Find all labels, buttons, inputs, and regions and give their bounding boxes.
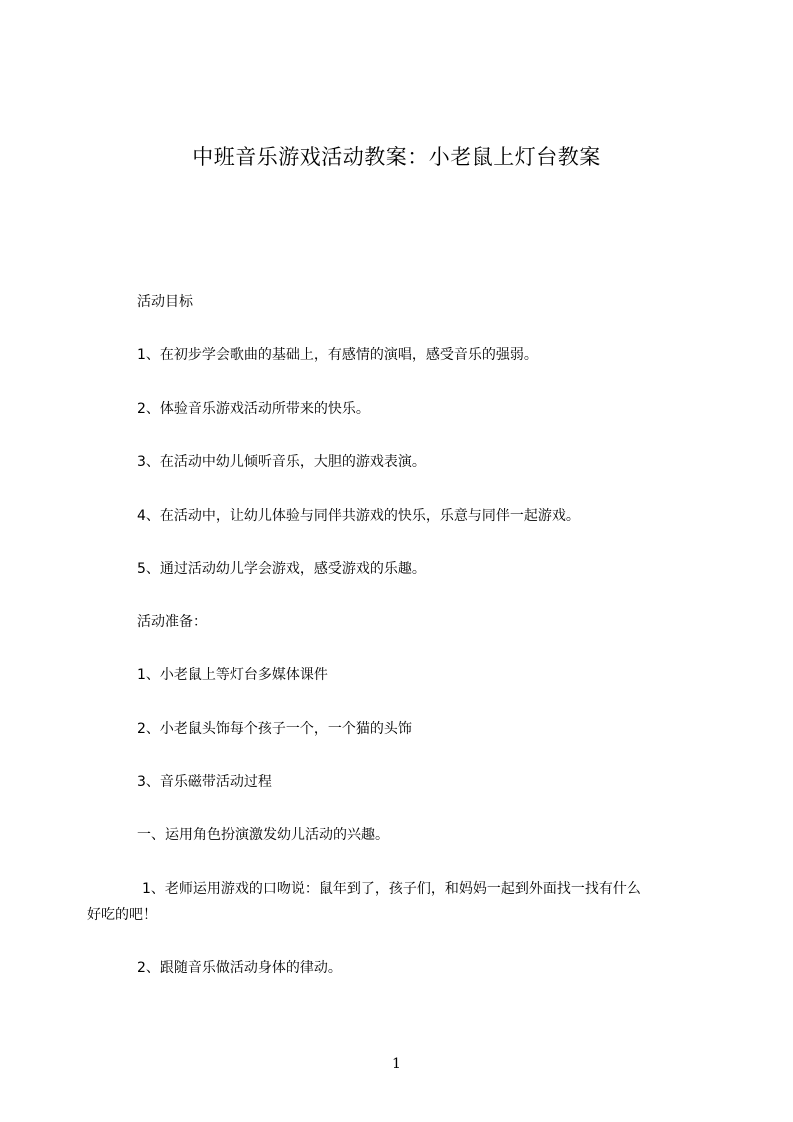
- document-title: 中班音乐游戏活动教案：小老鼠上灯台教案: [192, 145, 601, 169]
- paragraph: 2、小老鼠头饰每个孩子一个，一个猫的头饰: [137, 721, 412, 737]
- page-number: 1: [392, 1056, 401, 1072]
- section-heading-part-one: 一、运用角色扮演激发幼儿活动的兴趣。: [137, 827, 389, 843]
- paragraph: 1、小老鼠上等灯台多媒体课件: [137, 667, 328, 683]
- paragraph: 3、在活动中幼儿倾听音乐，大胆的游戏表演。: [137, 454, 426, 470]
- paragraph: 2、体验音乐游戏活动所带来的快乐。: [137, 401, 370, 417]
- paragraph-continuation: 好吃的吧！: [87, 907, 157, 923]
- paragraph: 2、跟随音乐做活动身体的律动。: [137, 960, 342, 976]
- paragraph: 1、老师运用游戏的口吻说：鼠年到了，孩子们，和妈妈一起到外面找一找有什么: [142, 881, 641, 897]
- paragraph: 1、在初步学会歌曲的基础上，有感情的演唱，感受音乐的强弱。: [137, 347, 538, 363]
- section-heading-preparation: 活动准备：: [137, 614, 207, 630]
- section-heading-goals: 活动目标: [137, 294, 193, 310]
- paragraph: 5、通过活动幼儿学会游戏，感受游戏的乐趣。: [137, 561, 426, 577]
- paragraph: 3、音乐磁带活动过程: [137, 774, 272, 790]
- paragraph: 4、在活动中，让幼儿体验与同伴共游戏的快乐，乐意与同伴一起游戏。: [137, 508, 580, 524]
